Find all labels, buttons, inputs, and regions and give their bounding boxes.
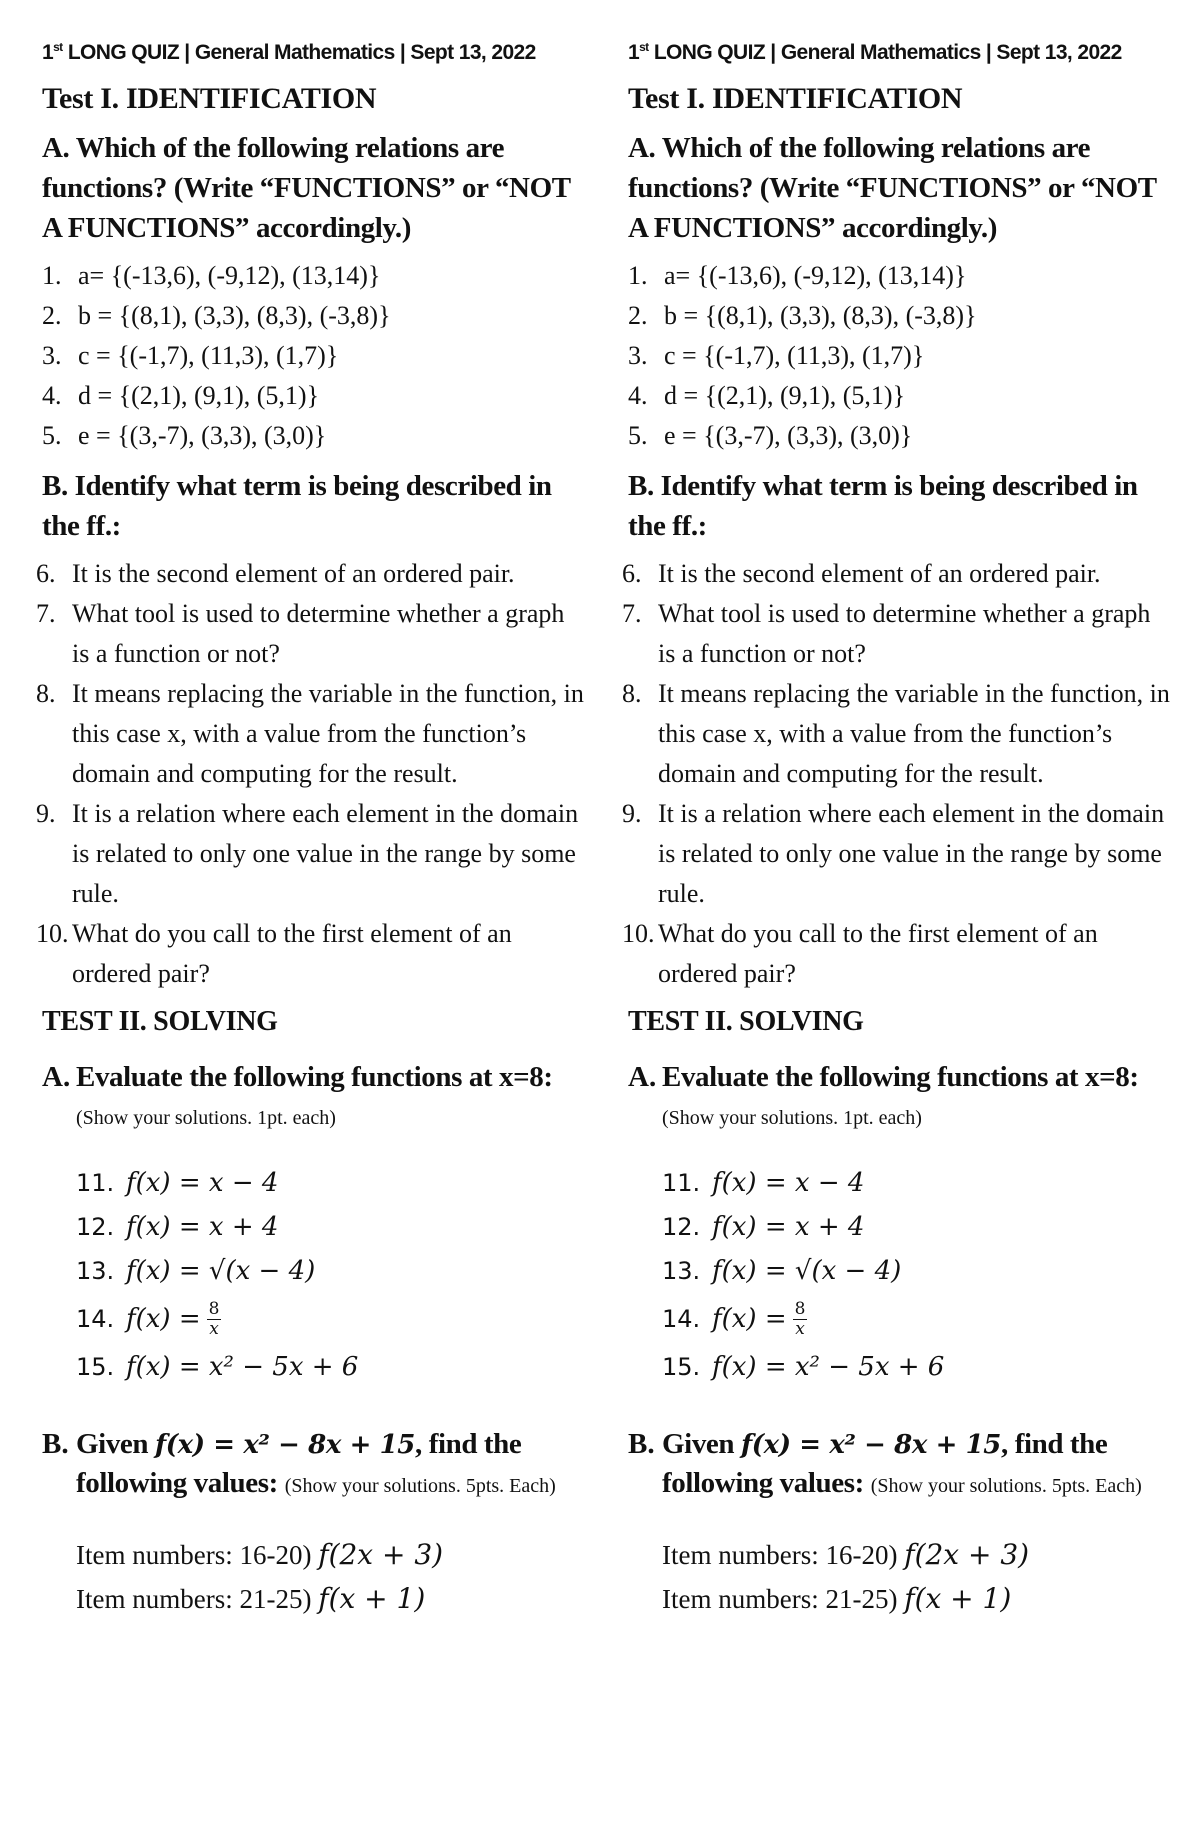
list-item: 5. e = {(3,-7), (3,3), (3,0)} (42, 421, 327, 450)
quiz-copy-left (36, 40, 587, 1621)
fraction: $\frac{8}{x}$ (208, 1298, 220, 1339)
list-item: 8. It means replacing the variable in the function, in this case x, with a value from the function’s domain and computing for the result. (622, 679, 1170, 788)
givenB-heading: B. Given f(x) = x² − 8x + 15, find the following values: (Show your solutions. 5pts. Each) (628, 1428, 1142, 1499)
item-line: Item numbers: 16-20) f(2x + 3) (76, 1538, 444, 1571)
partB-heading: B. Identify what term is being described in the ff.: (42, 470, 552, 542)
list-item: 10. What do you call to the first element of an ordered pair? (36, 919, 512, 988)
function-item: 15. f(x) = x² − 5x + 6 (662, 1352, 945, 1382)
function-list (76, 1161, 587, 1389)
function-item: 11. f(x) = x − 4 (662, 1168, 865, 1198)
fraction: $\frac{8}{x}$ (794, 1298, 806, 1339)
evalA-heading: A. Evaluate the following functions at x=8: (Show your solutions. 1pt. each) (628, 1061, 1139, 1129)
list-item: 7. What tool is used to determine whether a graph is a function or not? (36, 599, 565, 668)
partB-list (36, 554, 587, 994)
function-item: 11. f(x) = x − 4 (76, 1168, 279, 1198)
function-item: 14. f(x) = $\frac{8}{x}$ (662, 1298, 806, 1339)
quiz-header: 1st LONG QUIZ | General Mathematics | Sept 13, 2022 (628, 40, 1122, 64)
function-item: 15. f(x) = x² − 5x + 6 (76, 1352, 359, 1382)
givenB-heading: B. Given f(x) = x² − 8x + 15, find the following values: (Show your solutions. 5pts. Each) (42, 1428, 556, 1499)
partA-heading: A. Which of the following relations are functions? (Write “FUNCTIONS” or “NOT A FUNCTIONS” accordingly.) (628, 132, 1157, 244)
function-item: 13. f(x) = √(x − 4) (76, 1256, 316, 1286)
item-line: Item numbers: 21-25) f(x + 1) (662, 1582, 1012, 1615)
list-item: 8. It means replacing the variable in the function, in this case x, with a value from the function’s domain and computing for the result. (36, 679, 584, 788)
item-line: Item numbers: 21-25) f(x + 1) (76, 1582, 426, 1615)
partB-list (622, 554, 1173, 994)
quiz-copy-right (622, 40, 1173, 1621)
quiz-header: 1st LONG QUIZ | General Mathematics | Sept 13, 2022 (42, 40, 536, 64)
function-item: 12. f(x) = x + 4 (662, 1212, 865, 1242)
list-item: 9. It is a relation where each element in the domain is related to only one value in the range by some rule. (36, 799, 579, 908)
function-item: 12. f(x) = x + 4 (76, 1212, 279, 1242)
list-item: 1. a= {(-13,6), (-9,12), (13,14)} (42, 261, 381, 290)
test1-title: Test I. IDENTIFICATION (42, 82, 377, 115)
list-item: 1. a= {(-13,6), (-9,12), (13,14)} (628, 261, 967, 290)
function-item: 14. f(x) = $\frac{8}{x}$ (76, 1298, 220, 1339)
function-item: 13. f(x) = √(x − 4) (662, 1256, 902, 1286)
partA-list (42, 256, 587, 456)
list-item: 10. What do you call to the first element of an ordered pair? (622, 919, 1098, 988)
list-item: 2. b = {(8,1), (3,3), (8,3), (-3,8)} (42, 301, 391, 330)
list-item: 4. d = {(2,1), (9,1), (5,1)} (42, 381, 320, 410)
partA-heading: A. Which of the following relations are functions? (Write “FUNCTIONS” or “NOT A FUNCTIONS” accordingly.) (42, 132, 571, 244)
list-item: 2. b = {(8,1), (3,3), (8,3), (-3,8)} (628, 301, 977, 330)
list-item: 3. c = {(-1,7), (11,3), (1,7)} (628, 341, 925, 370)
function-list (662, 1161, 1173, 1389)
list-item: 6. It is the second element of an ordered pair. (622, 559, 1101, 588)
list-item: 5. e = {(3,-7), (3,3), (3,0)} (628, 421, 913, 450)
item-line: Item numbers: 16-20) f(2x + 3) (662, 1538, 1030, 1571)
item-lines (628, 1533, 1173, 1621)
list-item: 9. It is a relation where each element in the domain is related to only one value in the range by some rule. (622, 799, 1165, 908)
list-item: 7. What tool is used to determine whether a graph is a function or not? (622, 599, 1151, 668)
test2-title: TEST II. SOLVING (42, 1006, 278, 1037)
test1-title: Test I. IDENTIFICATION (628, 82, 963, 115)
partA-list (628, 256, 1173, 456)
evalA-heading: A. Evaluate the following functions at x=8: (Show your solutions. 1pt. each) (42, 1061, 553, 1129)
test2-title: TEST II. SOLVING (628, 1006, 864, 1037)
item-lines (42, 1533, 587, 1621)
partB-heading: B. Identify what term is being described in the ff.: (628, 470, 1138, 542)
list-item: 3. c = {(-1,7), (11,3), (1,7)} (42, 341, 339, 370)
list-item: 6. It is the second element of an ordered pair. (36, 559, 515, 588)
list-item: 4. d = {(2,1), (9,1), (5,1)} (628, 381, 906, 410)
